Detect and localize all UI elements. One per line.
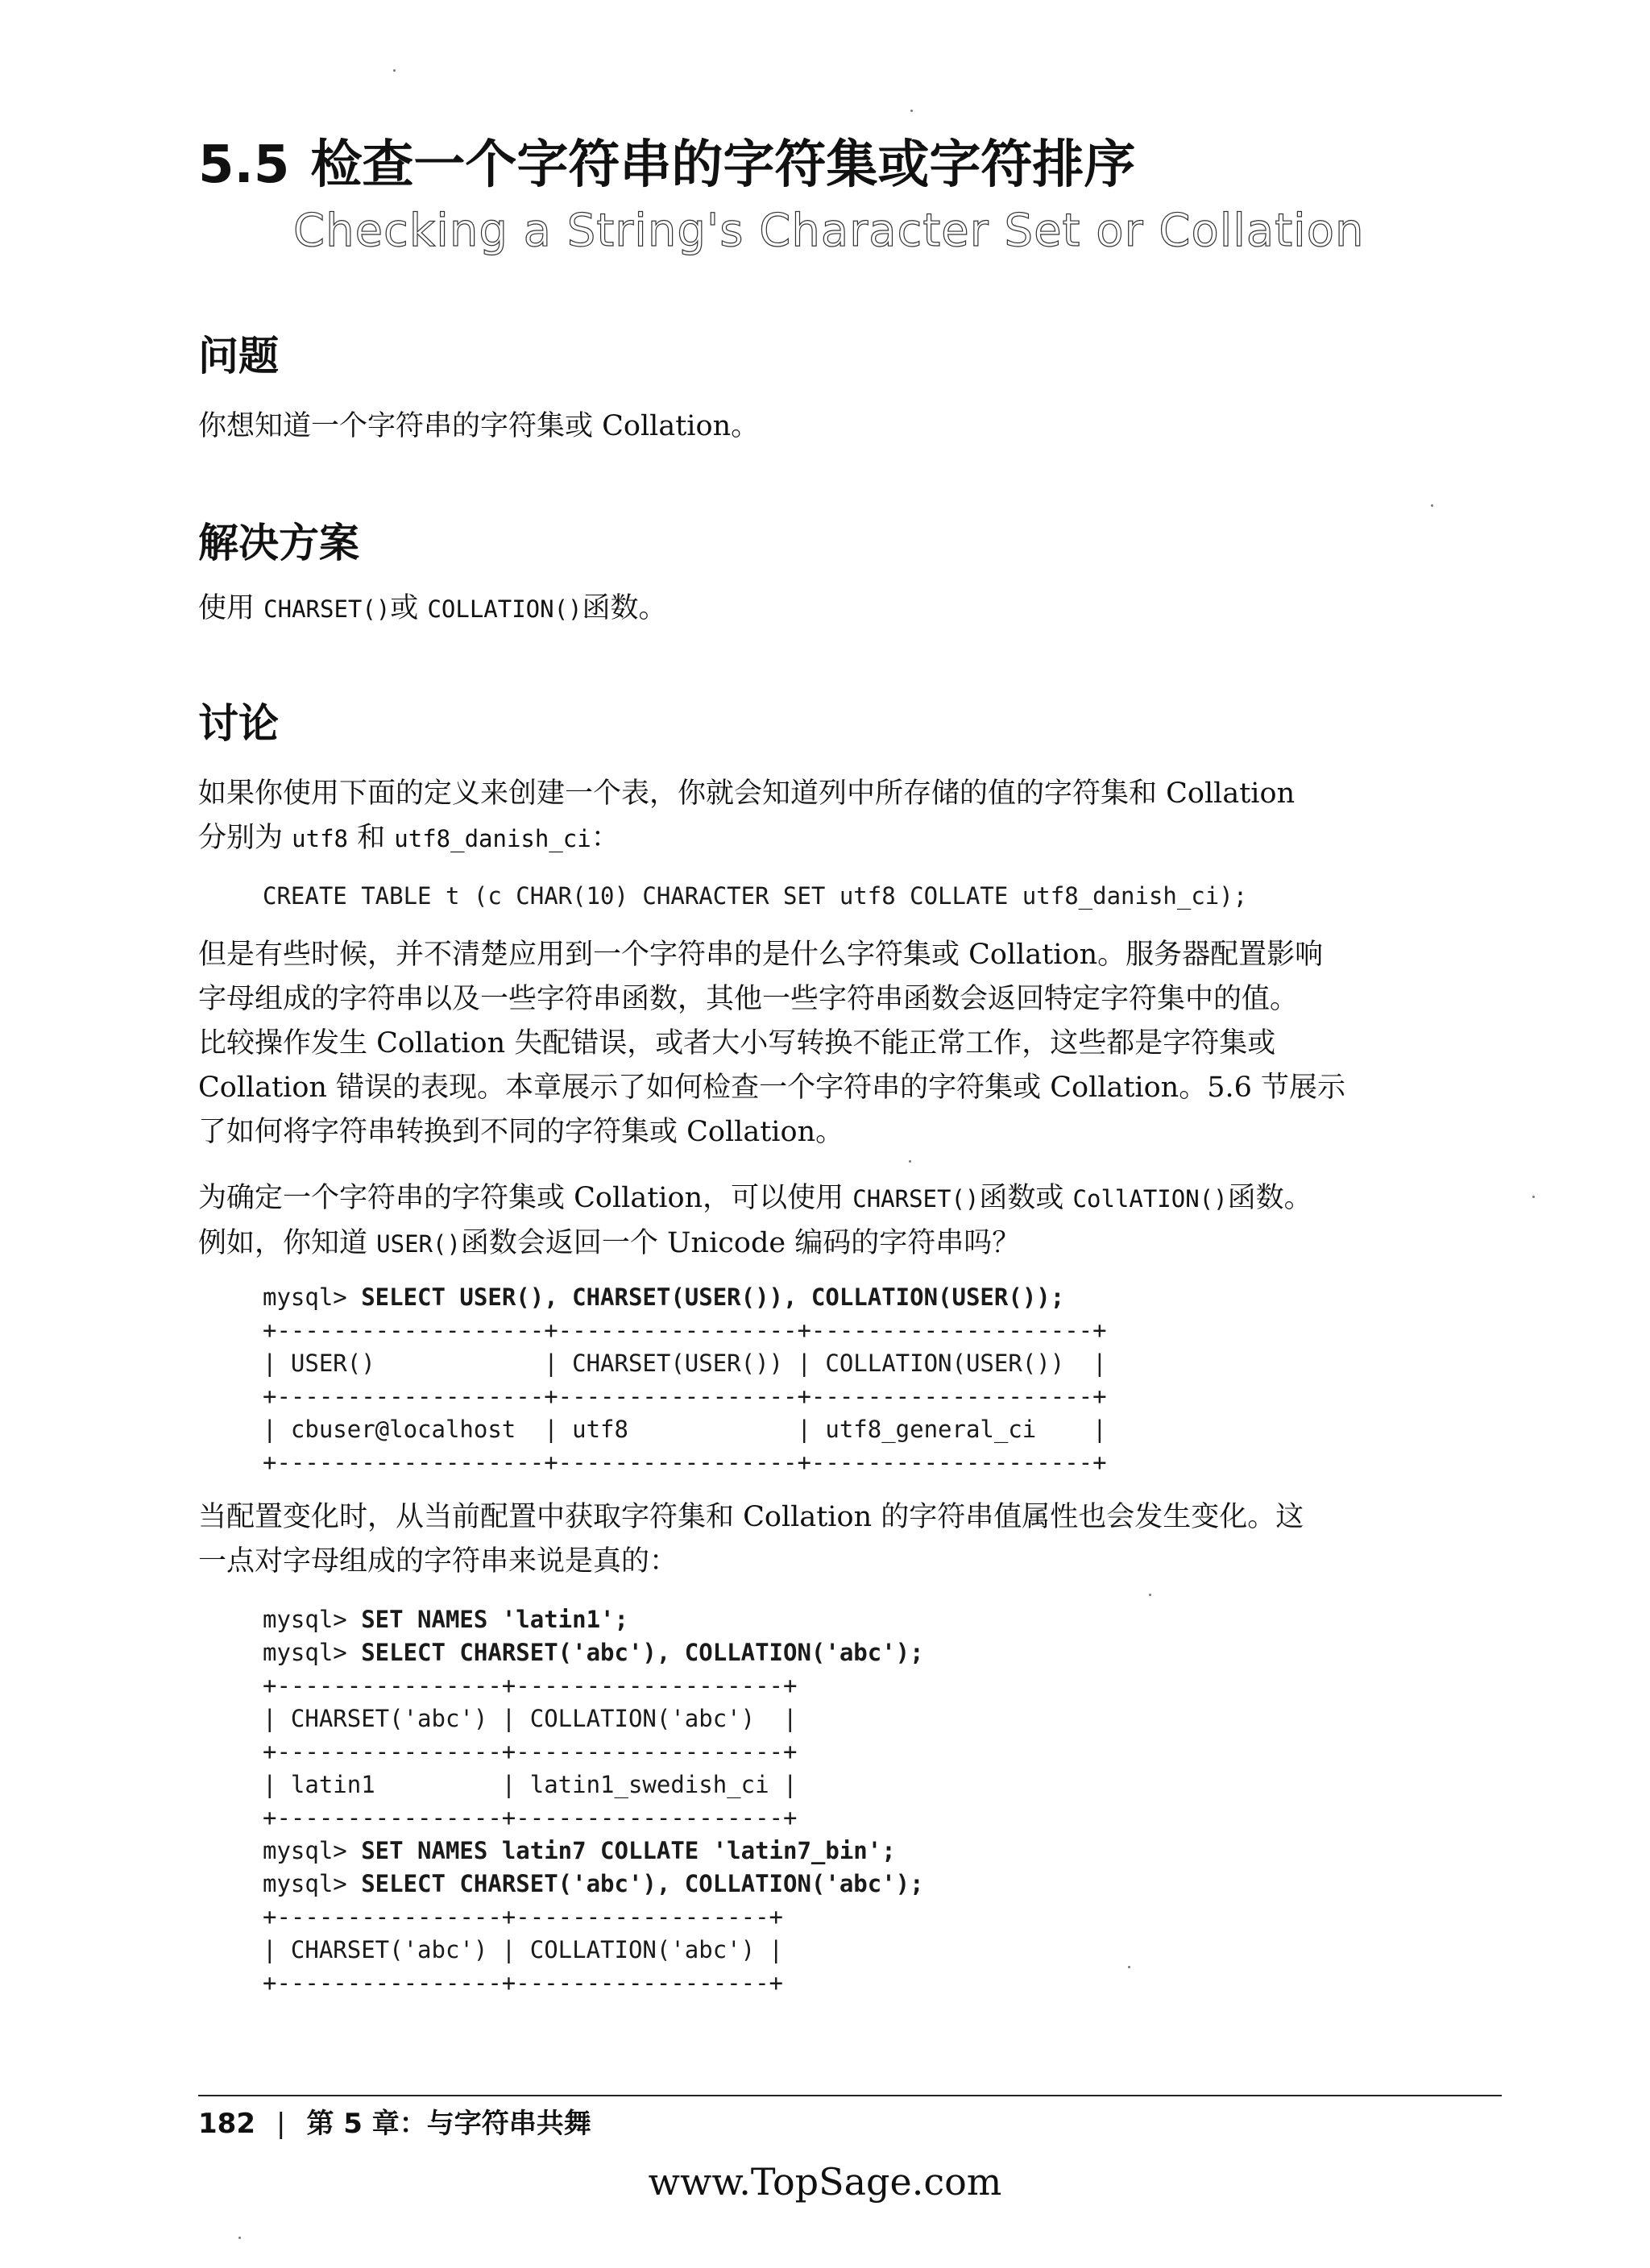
section-heading	[198, 133, 1135, 197]
footer-rule	[198, 2095, 1502, 2096]
watermark-url: www.TopSage.com	[648, 2160, 1002, 2204]
scan-speck	[1532, 1196, 1535, 1198]
result-line: +----------------+-------------------+	[263, 1804, 798, 1831]
result-line: | cbuser@localhost | utf8 | utf8_general_ci |	[263, 1416, 1107, 1443]
section-subtitle: Checking a String's Character Set or Collation	[293, 205, 1365, 257]
paragraph-line: Collation 错误的表现。本章展示了如何检查一个字符串的字符集或 Collation。5.6 节展示	[198, 1072, 1345, 1104]
sql-command: SELECT USER(), CHARSET(USER()), COLLATION(USER());	[361, 1283, 1065, 1311]
result-line: | CHARSET('abc') | COLLATION('abc') |	[263, 1936, 784, 1963]
text-fragment: 为确定一个字符串的字符集或 Collation，可以使用	[198, 1182, 844, 1214]
text-fragment: 函数。	[1227, 1182, 1312, 1214]
inline-code: CHARSET()	[852, 1185, 980, 1213]
page-footer	[198, 2104, 591, 2143]
user-charset-query-block	[263, 1281, 1107, 1479]
set-names-query-block	[263, 1603, 924, 2000]
paragraph-line: 比较操作发生 Collation 失配错误，或者大小写转换不能正常工作，这些都是字符集或	[198, 1027, 1276, 1059]
mysql-prompt: mysql>	[263, 1870, 362, 1897]
scan-speck	[1128, 1966, 1130, 1968]
text-fragment: 例如，你知道	[198, 1227, 368, 1259]
discussion-paragraph-3	[198, 1176, 1471, 1267]
discussion-paragraph-1	[198, 772, 1471, 861]
section-number: 5.5	[198, 135, 290, 195]
footer-separator: |	[276, 2108, 286, 2140]
page-number: 182	[198, 2108, 255, 2140]
discussion-paragraph-4	[198, 1495, 1471, 1584]
inline-code: utf8_danish_ci	[394, 825, 591, 852]
problem-text	[198, 404, 1471, 449]
solution-text-1: 使用	[198, 592, 255, 624]
collation-function: COLLATION()	[427, 595, 582, 623]
mysql-prompt: mysql>	[263, 1606, 362, 1633]
paragraph-line: 当配置变化时，从当前配置中获取字符集和 Collation 的字符串值属性也会发生变化。这	[198, 1501, 1304, 1533]
section-title: 检查一个字符串的字符集或字符排序	[310, 135, 1136, 195]
text-fragment: 和	[357, 822, 386, 854]
discussion-paragraph-2	[198, 933, 1471, 1155]
scan-speck	[393, 69, 396, 72]
sql-command: SET NAMES 'latin1';	[361, 1606, 628, 1633]
scan-speck	[909, 1160, 911, 1163]
problem-line: 你想知道一个字符串的字符集或 Collation。	[198, 410, 760, 442]
sql-command: SELECT CHARSET('abc'), COLLATION('abc');	[361, 1639, 924, 1666]
scan-speck	[910, 110, 913, 112]
mysql-prompt: mysql>	[263, 1639, 362, 1666]
paragraph-line: 字母组成的字符串以及一些字符串函数，其他一些字符串函数会返回特定字符集中的值。	[198, 983, 1299, 1015]
sql-command: SET NAMES latin7 COLLATE 'latin7_bin';	[361, 1837, 896, 1864]
solution-text	[198, 587, 1471, 632]
result-line: +----------------+------------------+	[263, 1969, 784, 1996]
result-line: +-------------------+-----------------+--------------------+	[263, 1449, 1107, 1476]
paragraph-line: 但是有些时候，并不清楚应用到一个字符串的是什么字符集或 Collation。服务器配置影响	[198, 939, 1324, 971]
result-line: +----------------+-------------------+	[263, 1738, 798, 1765]
text-fragment: ：	[591, 822, 620, 854]
scan-speck	[1431, 504, 1433, 507]
sql-command: SELECT CHARSET('abc'), COLLATION('abc');	[361, 1870, 924, 1897]
result-line: | USER() | CHARSET(USER()) | COLLATION(USER()) |	[263, 1350, 1107, 1377]
solution-heading: 解决方案	[198, 520, 359, 566]
create-table-code: CREATE TABLE t (c CHAR(10) CHARACTER SET utf8 COLLATE utf8_danish_ci);	[263, 882, 1248, 910]
mysql-prompt: mysql>	[263, 1283, 362, 1311]
problem-heading: 问题	[198, 333, 279, 379]
text-fragment: 函数或	[979, 1182, 1064, 1214]
scan-speck	[1149, 1594, 1151, 1596]
result-line: | CHARSET('abc') | COLLATION('abc') |	[263, 1705, 798, 1732]
solution-text-2: 或	[390, 592, 419, 624]
paragraph-line: 一点对字母组成的字符串来说是真的：	[198, 1545, 678, 1578]
text-fragment: 函数会返回一个 Unicode 编码的字符串吗？	[460, 1227, 1021, 1259]
mysql-prompt: mysql>	[263, 1837, 362, 1864]
discussion-heading: 讨论	[198, 700, 279, 747]
solution-text-3: 函数。	[582, 592, 667, 624]
chapter-title: 第 5 章：与字符串共舞	[306, 2108, 591, 2140]
paragraph-line: 了如何将字符串转换到不同的字符集或 Collation。	[198, 1116, 844, 1148]
charset-function: CHARSET()	[263, 595, 391, 623]
paragraph-line: 如果你使用下面的定义来创建一个表，你就会知道列中所存储的值的字符集和 Collation	[198, 777, 1296, 810]
inline-code: USER()	[376, 1230, 461, 1258]
result-line: +----------------+-------------------+	[263, 1672, 798, 1699]
scan-speck	[238, 2237, 241, 2239]
text-fragment: 分别为	[198, 822, 284, 854]
result-line: +----------------+------------------+	[263, 1903, 784, 1930]
result-line: +-------------------+-----------------+--------------------+	[263, 1383, 1107, 1410]
result-line: | latin1 | latin1_swedish_ci |	[263, 1771, 798, 1798]
inline-code: CollATION()	[1072, 1185, 1228, 1213]
inline-code: utf8	[292, 825, 348, 852]
result-line: +-------------------+-----------------+--------------------+	[263, 1316, 1107, 1344]
